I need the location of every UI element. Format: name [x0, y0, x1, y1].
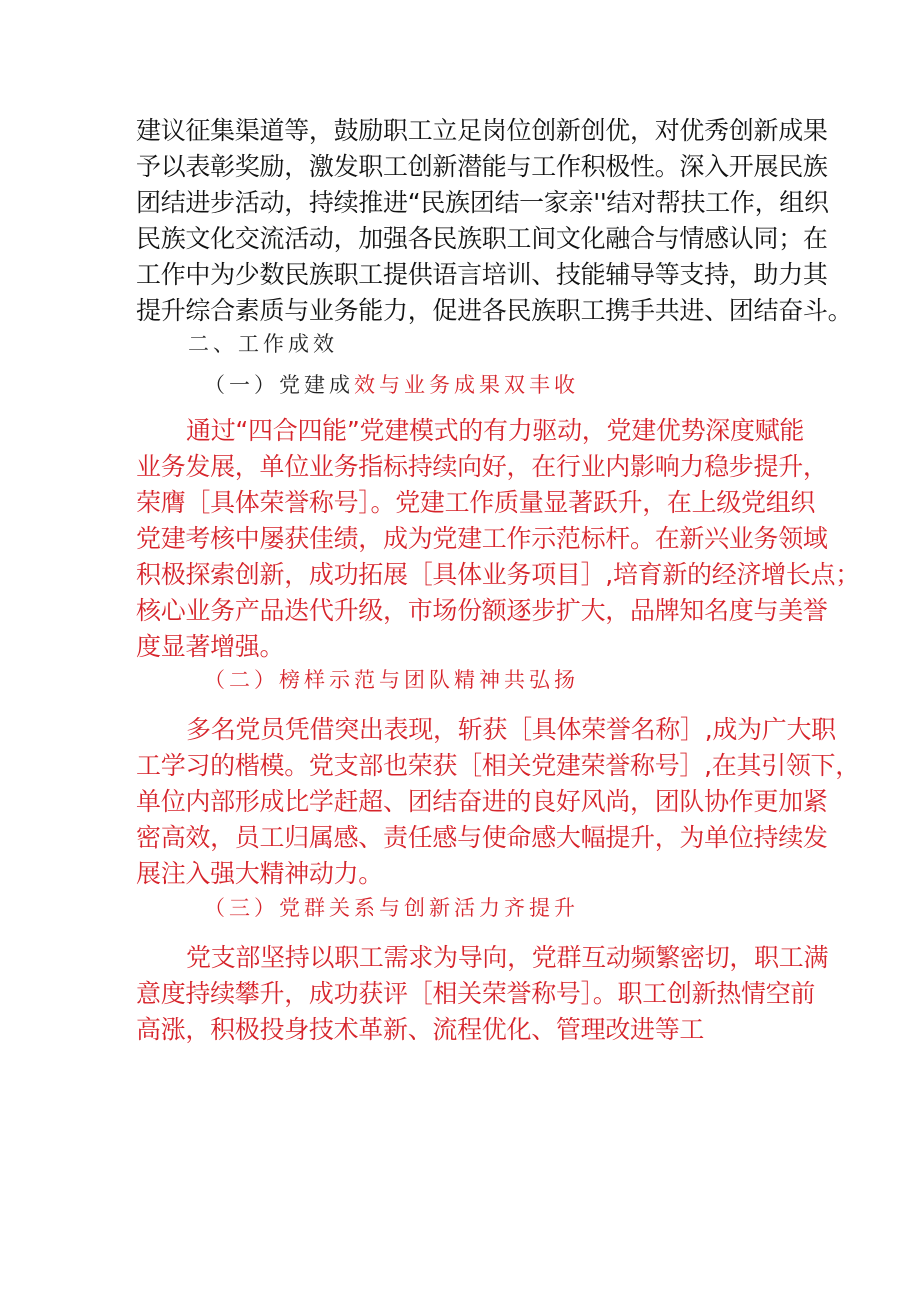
text-line: 党建考核中屡获佳绩，成为党建工作示范标杆。在新兴业务领域: [136, 524, 828, 553]
text-line: 单位内部形成比学赶超、团结奋进的良好风尚，团队协作更加紧: [136, 787, 828, 816]
section-heading: 二、工作成效: [188, 332, 338, 356]
text-line: 提升综合素质与业务能力，促进各民族职工携手共进、团结奋斗。: [136, 296, 853, 325]
subsection-heading-3: （三）党群关系与创新活力齐提升: [204, 896, 579, 920]
text-line: 度显著增强。: [136, 632, 285, 661]
subsection-heading-1-part-red: 效与业务成果双丰收: [354, 373, 579, 397]
text-line: 民族文化交流活动，加强各民族职工间文化融合与情感认同；在: [136, 224, 828, 253]
text-line: 意度持续攀升，成功获评［相关荣誉称号］。职工创新热情空前: [136, 979, 816, 1008]
text-line: 高涨，积极投身技术革新、流程优化、管理改进等工: [136, 1015, 705, 1044]
text-line: 密高效，员工归属感、责任感与使命感大幅提升，为单位持续发: [136, 823, 828, 852]
text-line: 核心业务产品迭代升级，市场份额逐步扩大，品牌知名度与美誉: [136, 596, 828, 625]
text-line: 积极探索创新，成功拓展［具体业务项目］,培育新的经济增长点；: [136, 560, 860, 589]
text-line: 建议征集渠道等，鼓励职工立足岗位创新创优，对优秀创新成果: [136, 116, 828, 145]
text-line: 通过“四合四能”党建模式的有力驱动，党建优势深度赋能: [186, 416, 805, 445]
subsection-heading-2: （二）榜样示范与团队精神共弘扬: [204, 668, 579, 692]
text-line: 予以表彰奖励，激发职工创新潜能与工作积极性。深入开展民族: [136, 152, 828, 181]
subsection-heading-1-part-black: （一）党建成: [204, 373, 354, 397]
text-line: 团结进步活动，持续推进“民族团结一家亲''结对帮扶工作，组织: [136, 188, 829, 217]
text-line: 荣膺［具体荣誉称号］。党建工作质量显著跃升，在上级党组织: [136, 488, 816, 517]
text-line: 展注入强大精神动力。: [136, 859, 384, 888]
text-line: 业务发展，单位业务指标持续向好，在行业内影响力稳步提升，: [136, 452, 828, 481]
text-line: 工学习的楷模。党支部也荣获［相关党建荣誉称号］,在其引领下，: [136, 751, 860, 780]
subsection-heading-1: [204, 370, 579, 400]
text-line: 党支部坚持以职工需求为导向，党群互动频繁密切，职工满: [186, 943, 829, 972]
text-line: 多名党员凭借突出表现，斩获［具体荣誉名称］,成为广大职: [186, 715, 836, 744]
text-line: 工作中为少数民族职工提供语言培训、技能辅导等支持，助力其: [136, 260, 828, 289]
